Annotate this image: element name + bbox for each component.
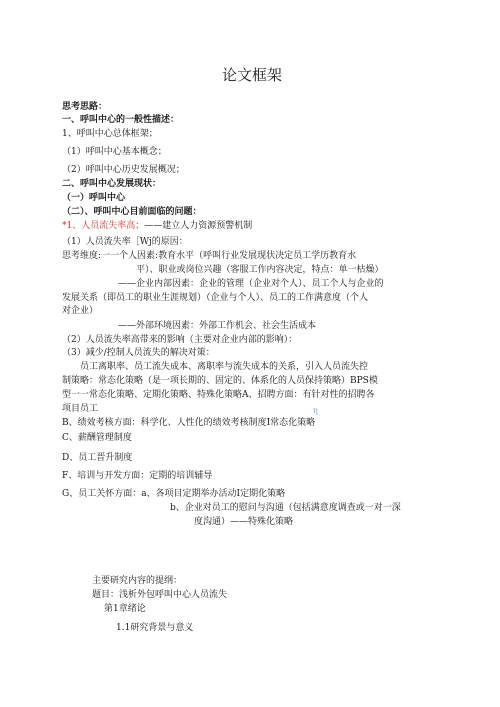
text-line: （2）人员流失率高带来的影响（主要对企业内部的影响）：	[62, 335, 298, 345]
text-line: 题目：浅析外包呼叫中心人员流失	[92, 590, 228, 600]
subheading: （一）呼叫中心	[62, 193, 126, 203]
page-title: 论文框架	[222, 66, 283, 84]
text-line: 员工离职率、员工流失成本、离职率与流失成本的关系，引入人员流失控	[80, 362, 369, 372]
section-heading-thinking: 思考思路：	[62, 102, 108, 112]
text-line: C、薪酬管理制度	[62, 433, 132, 443]
text-line: 思考维度:一一个人因素:教育水平（呼叫行业发展现状决定员工学历教育水	[62, 251, 357, 261]
text-line: 第1章绪论	[104, 604, 146, 614]
text-line: G、员工关怀方面：a、各项目定期举办活动I定期化策略	[62, 489, 286, 499]
text-line: 平）、职业或岗位兴趣（客服工作内容决定，特点：单一枯燥）	[136, 265, 384, 275]
text-line: 1、呼叫中心总体框架；	[62, 129, 158, 139]
text-line	[62, 220, 252, 232]
text-line: 主要研究内容的提纲：	[92, 576, 183, 586]
text-line: 对企业）	[62, 306, 99, 316]
highlight-text: *1、人员流失率高；	[62, 221, 145, 231]
text-line: 1.1研究背景与意义	[116, 623, 194, 633]
text-line: D、员工晋升制度	[62, 453, 133, 463]
text-line: （3）减少/控制人员流失的解决对策：	[62, 348, 215, 358]
text-span: ——建立人力资源预警机制	[144, 221, 253, 231]
text-line: B、绩效考核方面：科学化、人性化的绩效考核制度I常态化策略	[62, 418, 316, 428]
text-line: F、培训与开发方面：定期的培训辅导	[62, 471, 213, 481]
text-line: ——外部环境因素：外部工作机会、社会生活成本	[118, 321, 317, 331]
text-line: （1）呼叫中心基本概念；	[62, 147, 167, 157]
text-line: （2）呼叫中心历史发展概况；	[62, 165, 185, 175]
section-heading-two: 二、呼叫中心发展现状：	[62, 179, 162, 189]
text-line: b、企业对员工的慰问与沟通（包括满意度调查或一对一深	[170, 503, 401, 513]
text-line: 度沟通）——特殊化策略	[194, 517, 294, 527]
text-line: ——企业内部因素：企业的管理（企业对个人）、员工个人与企业的	[118, 279, 384, 289]
text-line: 发展关系（即员工的职业生涯规划）（企业与个人）、员工的工作满意度（个人	[62, 293, 369, 303]
text-line: 制策略：常态化策略（是一项长期的、固定的、体系化的人员保持策略）BPS模	[62, 376, 378, 386]
text-line: 项目员工	[62, 404, 99, 414]
subheading: （二）、呼叫中心目前面临的问题：	[62, 207, 202, 217]
stray-mark: η	[313, 406, 318, 415]
section-heading-one: 一、呼叫中心的一般性描述：	[62, 115, 180, 125]
text-line: （1）人员流失率［Wj的原因：	[62, 237, 188, 247]
text-line: 型一一常态化策略、定期化策略、特殊化策略A、招聘方面：有针对性的招聘各	[62, 390, 375, 400]
